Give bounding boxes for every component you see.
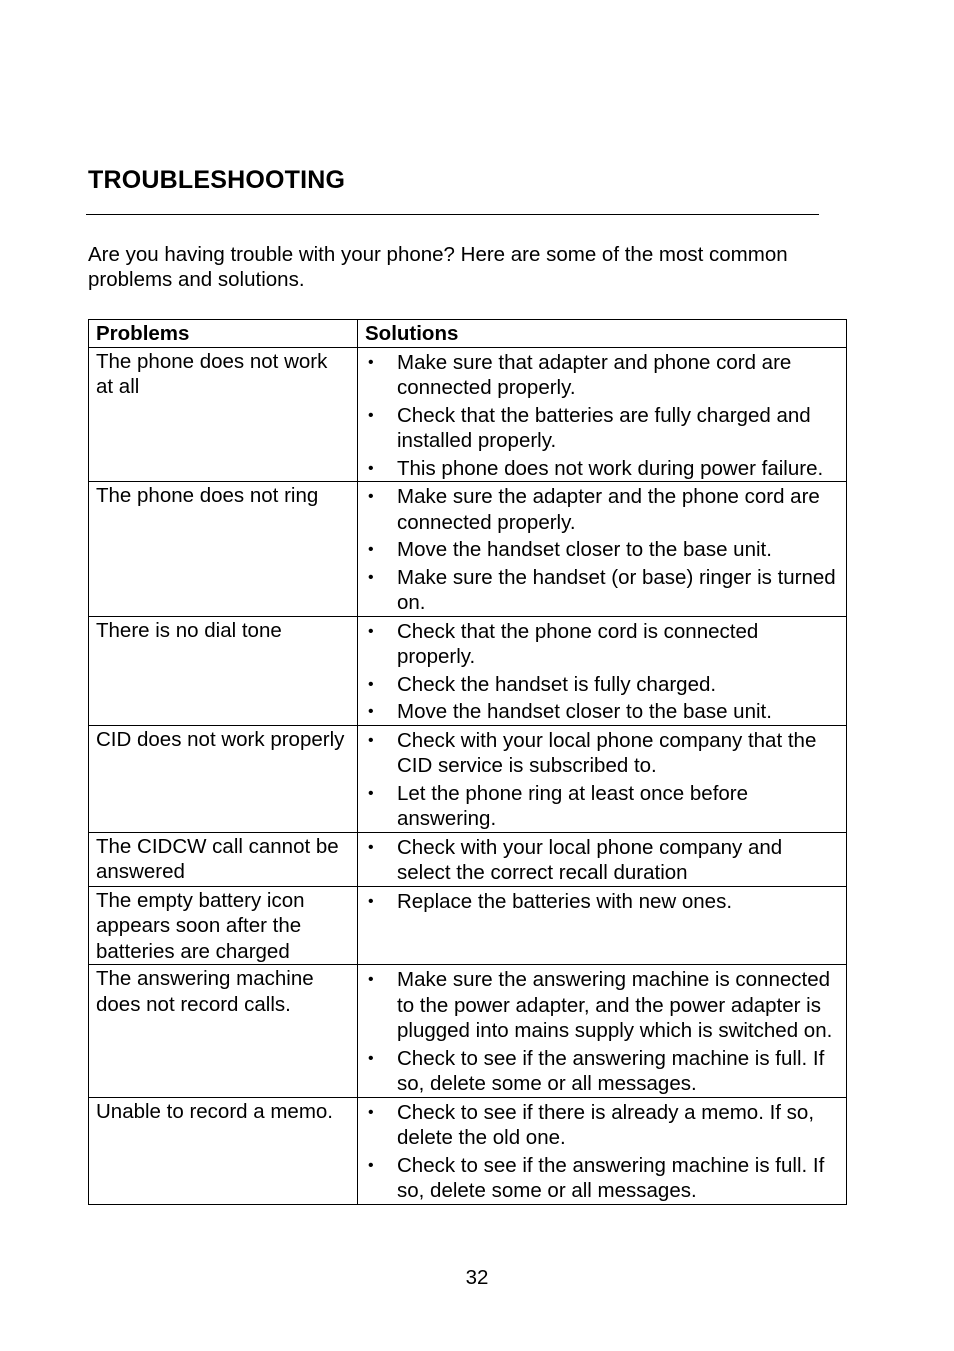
- problem-cell: The CIDCW call cannot be answered: [89, 832, 358, 886]
- bullet-icon: •: [368, 1049, 374, 1067]
- solution-item: [358, 1100, 839, 1151]
- solution-text: Let the phone ring at least once before answering.: [397, 781, 749, 830]
- solutions-list: [358, 484, 839, 616]
- bullet-icon: •: [368, 353, 374, 371]
- intro-paragraph: Are you having trouble with your phone? Here are some of the most common problems and solutions.: [88, 243, 788, 291]
- solutions-cell: [358, 616, 847, 725]
- bullet-icon: •: [368, 703, 374, 720]
- solution-item: [358, 619, 839, 670]
- table-header-row: [89, 320, 847, 348]
- solution-text: Check to see if the answering machine is full. If so, delete some or all messages.: [397, 1046, 825, 1095]
- bullet-icon: •: [368, 784, 374, 802]
- table-row: [89, 725, 847, 832]
- solution-item: [358, 403, 839, 454]
- solution-text: Check to see if the answering machine is full. If so, delete some or all messages.: [397, 1153, 825, 1202]
- bullet-icon: •: [368, 971, 374, 988]
- solution-item: [358, 1153, 839, 1204]
- table-row: [89, 616, 847, 725]
- table-body: [89, 347, 847, 1204]
- table-row: [89, 832, 847, 886]
- solution-item: [358, 699, 839, 725]
- bullet-icon: •: [368, 731, 374, 749]
- solution-item: [358, 728, 839, 779]
- solution-item: [358, 889, 839, 915]
- problems-header: Problems: [89, 320, 358, 348]
- solutions-header: Solutions: [358, 320, 847, 348]
- problem-cell: The phone does not ring: [89, 482, 358, 617]
- solution-item: [358, 350, 839, 401]
- troubleshooting-table: [88, 319, 847, 1205]
- title-divider: [86, 214, 819, 215]
- solution-text: Check the handset is fully charged.: [397, 672, 717, 696]
- solutions-cell: [358, 832, 847, 886]
- solution-text: Check with your local phone company that the CID service is subscribed to.: [397, 728, 817, 777]
- problem-cell: There is no dial tone: [89, 616, 358, 725]
- solutions-list: [358, 728, 839, 832]
- bullet-icon: •: [368, 488, 374, 505]
- table-row: [89, 1097, 847, 1204]
- solution-text: Check to see if there is already a memo. If so, delete the old one.: [397, 1100, 815, 1149]
- bullet-icon: •: [368, 1103, 374, 1121]
- problem-cell: The answering machine does not record calls.: [89, 965, 358, 1098]
- solution-text: Check with your local phone company and select the correct recall duration: [397, 835, 783, 884]
- table-row: [89, 965, 847, 1098]
- table-row: [89, 482, 847, 617]
- solution-text: Replace the batteries with new ones.: [397, 889, 733, 913]
- solution-text: Make sure the adapter and the phone cord are connected properly.: [397, 485, 820, 534]
- solutions-cell: [358, 1097, 847, 1204]
- problem-cell: The empty battery icon appears soon after the batteries are charged: [89, 886, 358, 965]
- problem-cell: CID does not work properly: [89, 725, 358, 832]
- table-row: [89, 347, 847, 482]
- solution-text: Move the handset closer to the base unit.: [397, 538, 772, 561]
- solution-item: [358, 967, 839, 1044]
- bullet-icon: •: [368, 622, 374, 640]
- solutions-list: [358, 967, 839, 1097]
- solution-item: [358, 1046, 839, 1097]
- solution-item: [358, 456, 839, 482]
- solution-text: This phone does not work during power failure.: [397, 456, 824, 480]
- solution-item: [358, 537, 839, 563]
- solutions-cell: [358, 482, 847, 617]
- solution-item: [358, 565, 839, 616]
- solutions-list: [358, 889, 839, 915]
- solution-text: Make sure the handset (or base) ringer is turned on.: [397, 565, 836, 614]
- bullet-icon: •: [368, 406, 374, 424]
- bullet-icon: •: [368, 892, 374, 910]
- bullet-icon: •: [368, 838, 374, 856]
- page-title: TROUBLESHOOTING: [88, 166, 346, 194]
- solution-text: Move the handset closer to the base unit.: [397, 700, 772, 723]
- bullet-icon: •: [368, 459, 374, 477]
- bullet-icon: •: [368, 568, 374, 586]
- solutions-list: [358, 1100, 839, 1204]
- solution-item: [358, 672, 839, 698]
- bullet-icon: •: [368, 1156, 374, 1174]
- solutions-cell: [358, 886, 847, 965]
- solution-text: Check that the batteries are fully charged and installed properly.: [397, 403, 811, 452]
- bullet-icon: •: [368, 541, 374, 558]
- solution-item: [358, 781, 839, 832]
- solution-text: Make sure that adapter and phone cord are connected properly.: [397, 350, 792, 399]
- solution-item: [358, 484, 839, 535]
- solutions-cell: [358, 347, 847, 482]
- table-row: [89, 886, 847, 965]
- solutions-list: [358, 619, 839, 725]
- bullet-icon: •: [368, 675, 374, 693]
- page-number: 32: [465, 1266, 489, 1289]
- problem-cell: Unable to record a memo.: [89, 1097, 358, 1204]
- solutions-list: [358, 835, 839, 886]
- solution-item: [358, 835, 839, 886]
- solution-text: Make sure the answering machine is connected to the power adapter, and the power adapter is plugged into mains supply which is switched on.: [397, 968, 833, 1042]
- solutions-cell: [358, 965, 847, 1098]
- problem-cell: The phone does not work at all: [89, 347, 358, 482]
- solutions-list: [358, 350, 839, 482]
- solution-text: Check that the phone cord is connected properly.: [397, 619, 759, 668]
- solutions-cell: [358, 725, 847, 832]
